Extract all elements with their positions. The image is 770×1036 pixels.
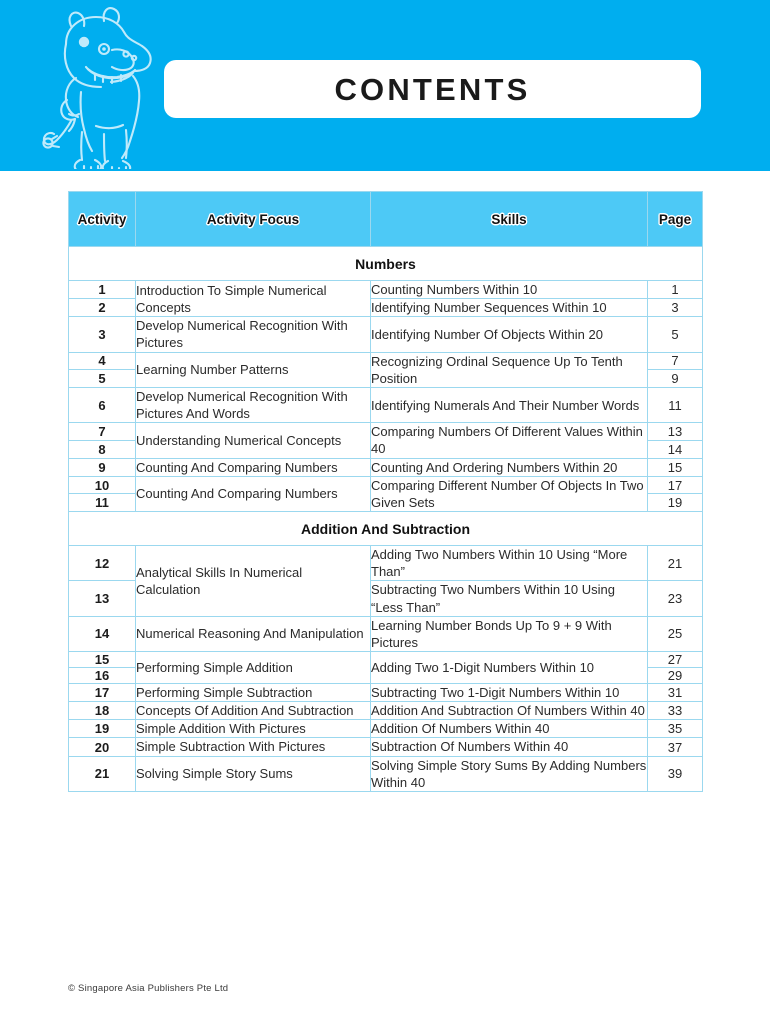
activity-number: 17 bbox=[69, 683, 136, 701]
activity-number: 20 bbox=[69, 738, 136, 756]
page-body bbox=[0, 171, 770, 1036]
column-header-page: Page bbox=[648, 192, 703, 247]
activity-focus: Counting And Comparing Numbers bbox=[136, 476, 371, 511]
activity-focus: Performing Simple Subtraction bbox=[136, 683, 371, 701]
table-row bbox=[69, 720, 703, 738]
page-number: 9 bbox=[648, 370, 703, 388]
table-row bbox=[69, 616, 703, 651]
column-header-activity-focus: Activity Focus bbox=[136, 192, 371, 247]
activity-focus: Counting And Comparing Numbers bbox=[136, 458, 371, 476]
skill-description: Adding Two 1-Digit Numbers Within 10 bbox=[371, 651, 648, 683]
page-number: 33 bbox=[648, 702, 703, 720]
table-header-row bbox=[69, 192, 703, 247]
page-number: 11 bbox=[648, 387, 703, 422]
section-header-row bbox=[69, 247, 703, 281]
skill-description: Addition And Subtraction Of Numbers Within 40 bbox=[371, 702, 648, 720]
activity-number: 2 bbox=[69, 299, 136, 317]
page-number: 3 bbox=[648, 299, 703, 317]
table-row bbox=[69, 738, 703, 756]
table-row bbox=[69, 281, 703, 299]
page-number: 5 bbox=[648, 317, 703, 352]
section-header-row bbox=[69, 512, 703, 546]
table-row bbox=[69, 702, 703, 720]
activity-focus: Solving Simple Story Sums bbox=[136, 756, 371, 791]
skill-description: Identifying Numerals And Their Number Words bbox=[371, 387, 648, 422]
table-of-contents bbox=[68, 191, 703, 792]
page-number: 13 bbox=[648, 423, 703, 441]
column-header-skills: Skills bbox=[371, 192, 648, 247]
skill-description: Learning Number Bonds Up To 9 + 9 With Pictures bbox=[371, 616, 648, 651]
page-number: 15 bbox=[648, 458, 703, 476]
column-header-activity: Activity bbox=[69, 192, 136, 247]
skill-description: Subtraction Of Numbers Within 40 bbox=[371, 738, 648, 756]
activity-number: 4 bbox=[69, 352, 136, 370]
table-row bbox=[69, 458, 703, 476]
activity-focus: Performing Simple Addition bbox=[136, 651, 371, 683]
page-number: 35 bbox=[648, 720, 703, 738]
page-number: 17 bbox=[648, 476, 703, 494]
activity-focus: Numerical Reasoning And Manipulation bbox=[136, 616, 371, 651]
activity-focus: Introduction To Simple Numerical Concepts bbox=[136, 281, 371, 317]
skill-description: Comparing Different Number Of Objects In Two Given Sets bbox=[371, 476, 648, 511]
page-number: 1 bbox=[648, 281, 703, 299]
activity-number: 9 bbox=[69, 458, 136, 476]
activity-number: 6 bbox=[69, 387, 136, 422]
activity-number: 18 bbox=[69, 702, 136, 720]
page-header-banner bbox=[0, 0, 770, 171]
page-number: 29 bbox=[648, 667, 703, 683]
activity-number: 10 bbox=[69, 476, 136, 494]
activity-number: 1 bbox=[69, 281, 136, 299]
skill-description: Solving Simple Story Sums By Adding Numbers Within 40 bbox=[371, 757, 647, 790]
skill-description: Subtracting Two 1-Digit Numbers Within 10 bbox=[371, 683, 648, 701]
activity-focus: Learning Number Patterns bbox=[136, 352, 371, 387]
activity-focus: Analytical Skills In Numerical Calculation bbox=[136, 546, 371, 617]
skill-description: Comparing Numbers Of Different Values Within 40 bbox=[371, 423, 648, 458]
table-row bbox=[69, 546, 703, 581]
page-number: 7 bbox=[648, 352, 703, 370]
activity-number: 19 bbox=[69, 720, 136, 738]
skill-description: Identifying Number Of Objects Within 20 bbox=[371, 317, 648, 352]
skill-description: Adding Two Numbers Within 10 Using “More Than” bbox=[371, 546, 648, 581]
activity-number: 16 bbox=[69, 667, 136, 683]
page-number: 23 bbox=[648, 581, 703, 616]
table-row bbox=[69, 423, 703, 441]
activity-number: 13 bbox=[69, 581, 136, 616]
page-number: 19 bbox=[648, 494, 703, 512]
page-number: 39 bbox=[648, 756, 703, 791]
activity-number: 11 bbox=[69, 494, 136, 512]
table-row bbox=[69, 651, 703, 667]
page-number: 14 bbox=[648, 440, 703, 458]
skill-description: Counting And Ordering Numbers Within 20 bbox=[371, 458, 648, 476]
page-number: 25 bbox=[648, 616, 703, 651]
footer-copyright: © Singapore Asia Publishers Pte Ltd bbox=[68, 983, 229, 994]
activity-number: 14 bbox=[69, 616, 136, 651]
table-header bbox=[69, 192, 703, 247]
table-row bbox=[69, 387, 703, 422]
table-row bbox=[69, 756, 703, 791]
page-number: 31 bbox=[648, 683, 703, 701]
page-number: 27 bbox=[648, 651, 703, 667]
skill-description: Subtracting Two Numbers Within 10 Using “Less Than” bbox=[371, 581, 648, 616]
section-title: Numbers bbox=[69, 247, 703, 281]
activity-focus: Develop Numerical Recognition With Pictures And Words bbox=[136, 387, 371, 422]
skill-description: Addition Of Numbers Within 40 bbox=[371, 720, 648, 738]
page-number: 21 bbox=[648, 546, 703, 581]
hippo-mascot-icon bbox=[38, 4, 154, 169]
skill-description: Counting Numbers Within 10 bbox=[371, 281, 648, 299]
activity-number: 5 bbox=[69, 370, 136, 388]
table-row bbox=[69, 683, 703, 701]
page-title: CONTENTS bbox=[334, 71, 531, 107]
skill-description: Recognizing Ordinal Sequence Up To Tenth Position bbox=[371, 352, 648, 387]
activity-number: 21 bbox=[69, 756, 136, 791]
table-body bbox=[69, 247, 703, 792]
activity-focus: Simple Subtraction With Pictures bbox=[136, 738, 371, 756]
table-row bbox=[69, 476, 703, 494]
page-number: 37 bbox=[648, 738, 703, 756]
activity-number: 12 bbox=[69, 546, 136, 581]
activity-focus: Simple Addition With Pictures bbox=[136, 720, 371, 738]
skill-description: Identifying Number Sequences Within 10 bbox=[371, 299, 648, 317]
activity-focus: Develop Numerical Recognition With Pictures bbox=[136, 317, 371, 352]
activity-focus: Understanding Numerical Concepts bbox=[136, 423, 371, 458]
activity-focus: Concepts Of Addition And Subtraction bbox=[136, 702, 371, 720]
activity-number: 7 bbox=[69, 423, 136, 441]
section-title: Addition And Subtraction bbox=[69, 512, 703, 546]
table-row bbox=[69, 352, 703, 370]
activity-number: 15 bbox=[69, 651, 136, 667]
activity-number: 3 bbox=[69, 317, 136, 352]
activity-number: 8 bbox=[69, 440, 136, 458]
table-row bbox=[69, 317, 703, 352]
contents-title-box bbox=[164, 60, 701, 118]
